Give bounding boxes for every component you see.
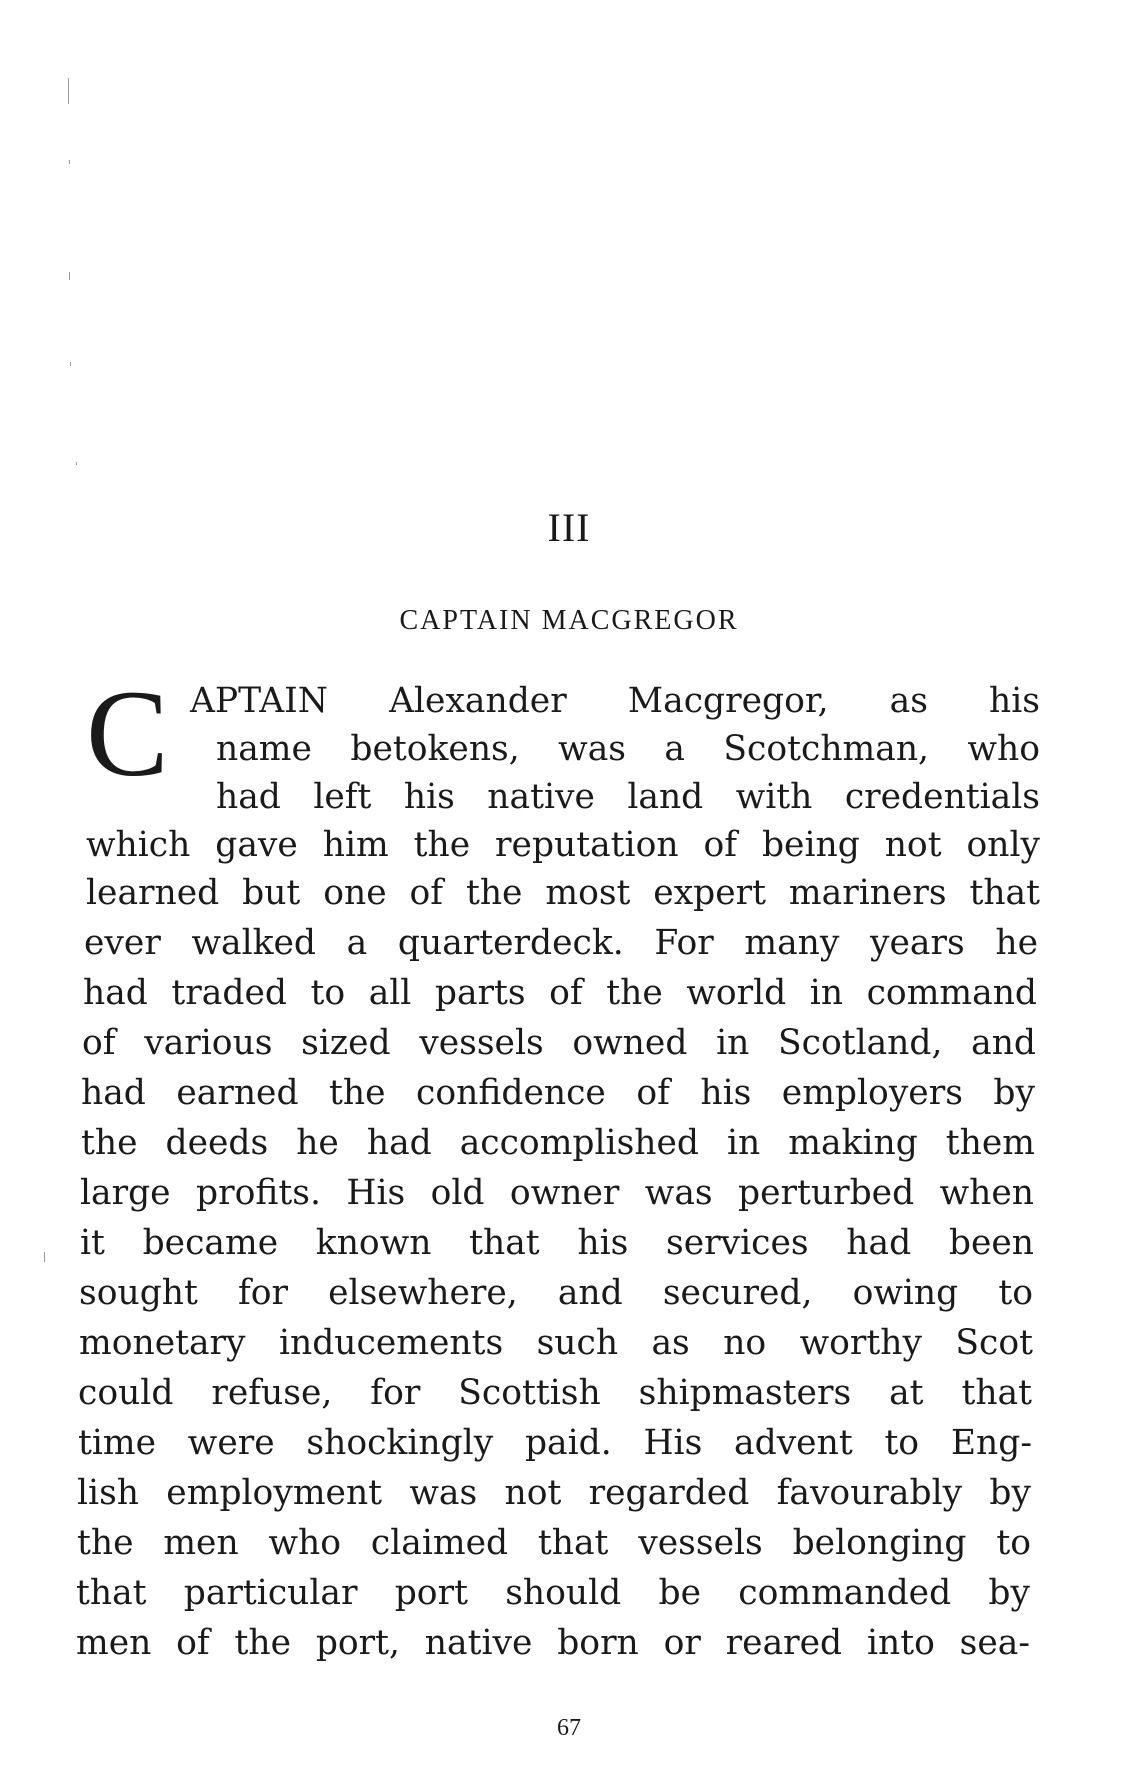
text-line: time were shockingly paid. His advent to Eng- xyxy=(78,1423,1032,1463)
page-number: 67 xyxy=(557,1715,581,1741)
text-line: men of the port, native born or reared into sea- xyxy=(76,1623,1030,1663)
text-line: it became known that his services had been xyxy=(80,1223,1034,1263)
text-line: ever walked a quarterdeck. For many years he xyxy=(84,923,1038,963)
chapter-title: CAPTAIN MACGREGOR xyxy=(399,605,739,636)
text-line: APTAIN Alexander Macgregor, as his xyxy=(190,681,1040,721)
text-line: could refuse, for Scottish shipmasters at that xyxy=(78,1373,1032,1413)
text-line: of various sized vessels owned in Scotland, and xyxy=(82,1023,1036,1063)
text-line: the men who claimed that vessels belonging to xyxy=(77,1523,1031,1563)
text-line: had left his native land with credentials xyxy=(216,777,1040,817)
text-line: that particular port should be commanded by xyxy=(76,1573,1030,1613)
text-line: name betokens, was a Scotchman, who xyxy=(216,729,1040,769)
text-line: sought for elsewhere, and secured, owing to xyxy=(79,1273,1033,1313)
chapter-number: III xyxy=(547,505,591,550)
drop-cap: C xyxy=(86,665,169,802)
text-line: had earned the confidence of his employers by xyxy=(81,1073,1035,1113)
text-line: learned but one of the most expert mariners that xyxy=(86,873,1040,913)
text-line: large profits. His old owner was perturbed when xyxy=(80,1173,1034,1213)
text-line: monetary inducements such as no worthy Scot xyxy=(79,1323,1033,1363)
text-line: had traded to all parts of the world in command xyxy=(83,973,1037,1013)
text-line: lish employment was not regarded favourably by xyxy=(77,1473,1031,1513)
text-line: which gave him the reputation of being not only xyxy=(86,825,1040,865)
text-line: the deeds he had accomplished in making them xyxy=(81,1123,1035,1163)
